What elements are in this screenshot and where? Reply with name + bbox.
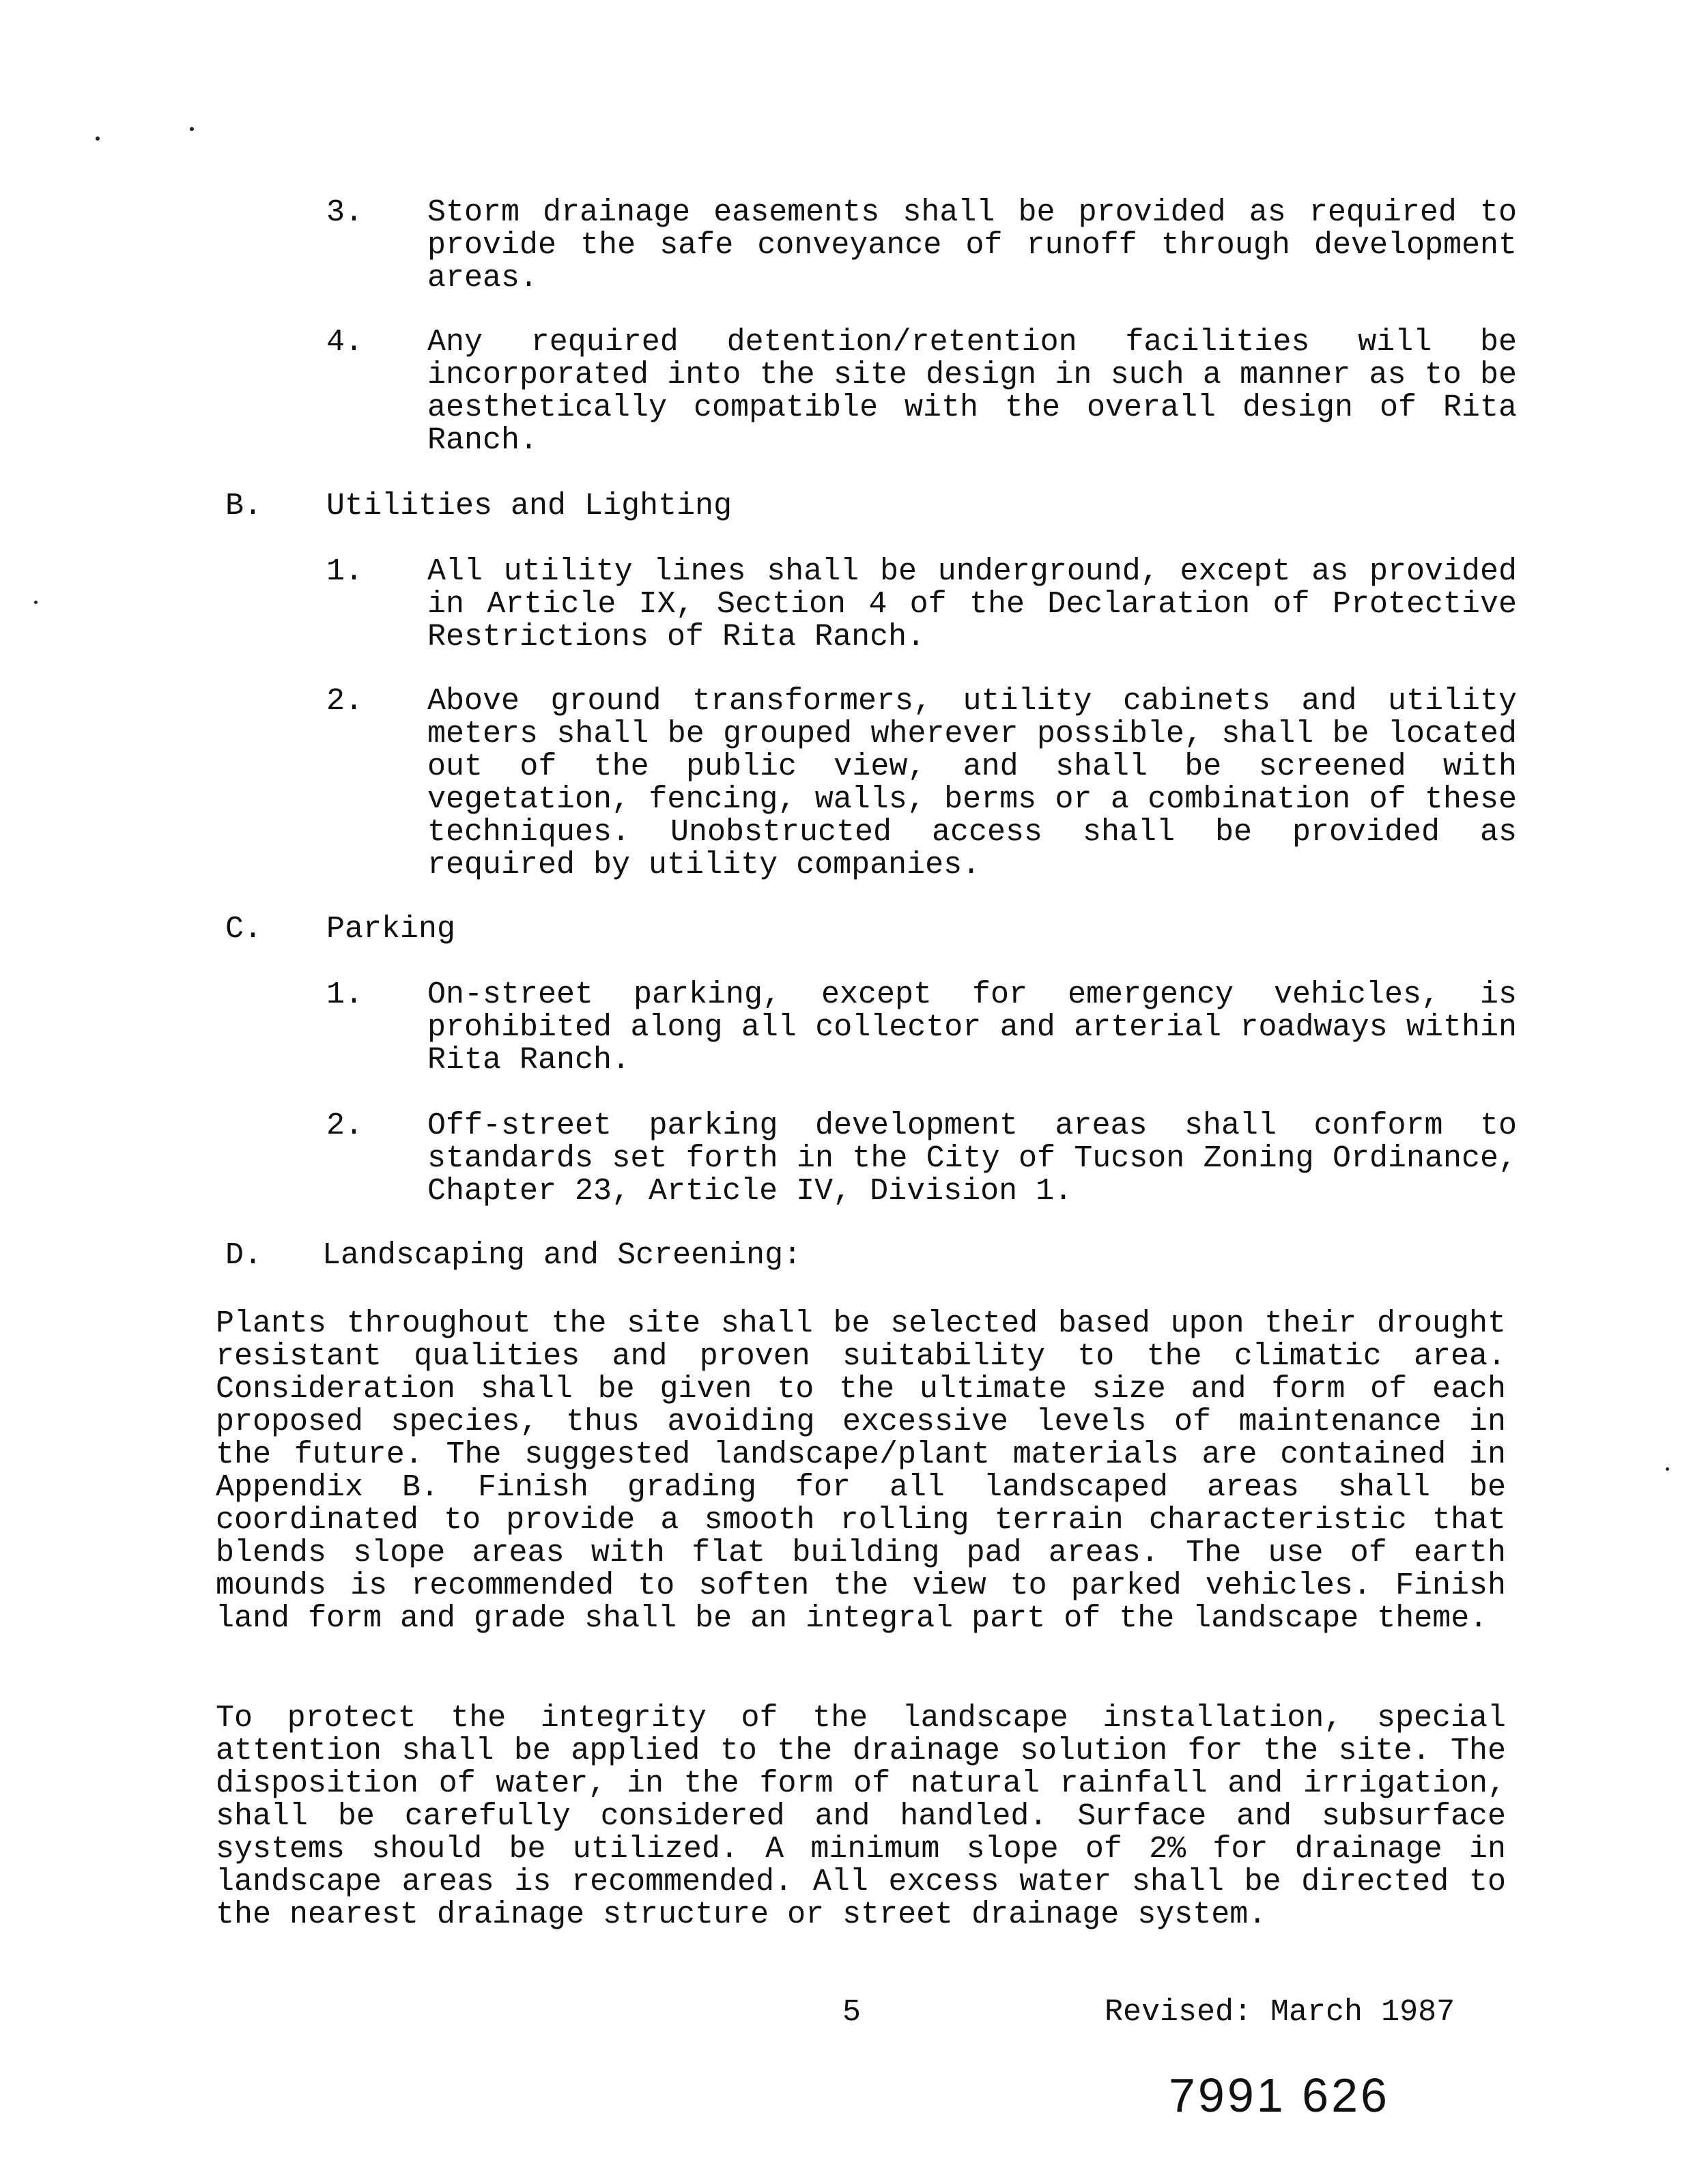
section-heading: Landscaping and Screening: [322,1238,802,1273]
item-number: 1. [326,977,364,1012]
section-heading: Utilities and Lighting [326,489,732,523]
scan-speck [34,601,38,604]
section-letter: B. [225,489,263,523]
item-text: Above ground transformers, utility cabinets and utility meters shall be grouped wherever possible, shall be located out of the public view, and shall be screened with vegetation, fencing, walls, berms or a combination of these techniques. Unobstructed access shall be provided as required by utility companies. [427,684,1517,882]
body-paragraph: To protect the integrity of the landscape installation, special attention shall be applied to the drainage solution for the site. The disposition of water, in the form of natural rainfall and irrigation, shall be carefully considered and handled. Surface and subsurface systems should be utilized. A minimum slope of 2% for drainage in landscape areas is recommended. All excess water shall be directed to the nearest drainage structure or street drainage system. [216,1701,1506,1932]
item-text: Off-street parking development areas shall conform to standards set forth in the City of Tucson Zoning Ordinance, Chapter 23, Article IV, Division 1. [427,1108,1517,1209]
item-number: 2. [326,684,364,719]
revision-date: Revised: March 1987 [1105,1995,1455,2030]
body-paragraph: Plants throughout the site shall be selected based upon their drought resistant qualities and proven suitability to the climatic area. Consideration shall be given to the ultimate size and form of each proposed species, thus avoiding excessive levels of maintenance in the future. The suggested landscape/plant materials are contained in Appendix B. Finish grading for all landscaped areas shall be coordinated to provide a smooth rolling terrain characteristic that blends slope areas with flat building pad areas. The use of earth mounds is recommended to soften the view to parked vehicles. Finish land form and grade shall be an integral part of the landscape theme. [216,1306,1506,1636]
scan-speck [190,127,194,131]
scan-speck [96,136,100,141]
section-letter: C. [225,912,263,947]
page-number: 5 [842,1995,862,2030]
item-text: On-street parking, except for emergency vehicles, is prohibited along all collector and arterial roadways within Rita Ranch. [427,977,1517,1078]
item-number: 4. [326,325,364,360]
item-number: 2. [326,1108,364,1143]
section-heading: Parking [326,912,456,947]
section-letter: D. [225,1238,263,1273]
scan-speck [1666,1467,1669,1471]
document-number: 7991 626 [1169,2069,1390,2122]
item-text: Any required detention/retention facilities will be incorporated into the site design in such a manner as to be aesthetically compatible with the overall design of Rita Ranch. [427,325,1517,458]
item-text: All utility lines shall be underground, except as provided in Article IX, Section 4 of the Declaration of Protective Restrictions of Rita Ranch. [427,554,1517,655]
item-number: 1. [326,554,364,589]
item-text: Storm drainage easements shall be provided as required to provide the safe conveyance of runoff through development areas. [427,195,1517,296]
item-number: 3. [326,195,364,230]
